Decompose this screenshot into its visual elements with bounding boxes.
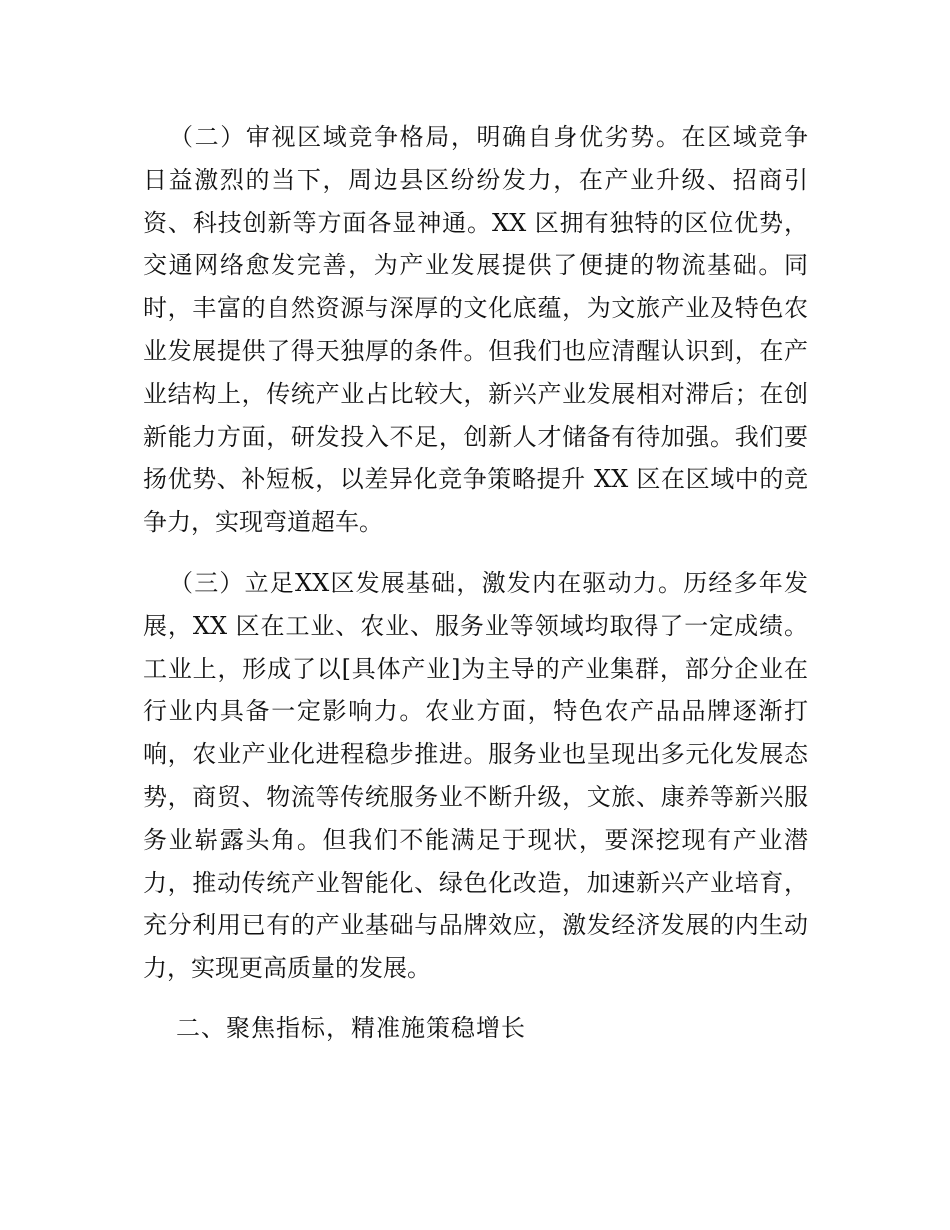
text-line: 力，推动传统产业智能化、绿色化改造，加速新兴产业培育，: [143, 868, 808, 897]
text-line: 争力，实现弯道超车。: [143, 508, 383, 537]
section-heading: 二、聚焦指标，精准施策稳增长: [176, 1014, 526, 1042]
text-line: （二）审视区域竞争格局，明确自身优劣势。在区域竞争: [169, 123, 808, 151]
text-line: 日益激烈的当下，周边县区纷纷发力，在产业升级、招商引: [143, 165, 808, 194]
text-line: 交通网络愈发完善，为产业发展提供了便捷的物流基础。同: [143, 251, 808, 280]
text-line: 响，农业产业化进程稳步推进。服务业也呈现出多元化发展态: [143, 740, 808, 769]
text-line: 新能力方面，研发投入不足，创新人才储备有待加强。我们要: [143, 422, 808, 451]
paragraph-development-foundation: [143, 562, 808, 990]
text-line: 时，丰富的自然资源与深厚的文化底蕴，为文旅产业及特色农: [143, 294, 808, 323]
text-line: 扬优势、补短板，以差异化竞争策略提升 XX 区在区域中的竞: [143, 465, 808, 494]
text-line: 势，商贸、物流等传统服务业不断升级，文旅、康养等新兴服: [143, 782, 808, 811]
text-line: 资、科技创新等方面各显神通。XX 区拥有独特的区位优势，: [143, 208, 808, 237]
text-line: 工业上，形成了以[具体产业]为主导的产业集群，部分企业在: [143, 654, 808, 683]
text-line: （三）立足XX区发展基础，激发内在驱动力。历经多年发: [169, 569, 808, 597]
text-line: 展，XX 区在工业、农业、服务业等领域均取得了一定成绩。: [143, 611, 808, 640]
text-line: 务业崭露头角。但我们不能满足于现状，要深挖现有产业潜: [143, 825, 808, 854]
text-line: 力，实现更高质量的发展。: [143, 954, 431, 983]
text-line: 行业内具备一定影响力。农业方面，特色农产品品牌逐渐打: [143, 697, 808, 726]
text-line: 业结构上，传统产业占比较大，新兴产业发展相对滞后；在创: [143, 379, 808, 408]
text-line: 业发展提供了得天独厚的条件。但我们也应清醒认识到，在产: [143, 336, 808, 365]
text-line: 充分利用已有的产业基础与品牌效应，激发经济发展的内生动: [143, 911, 808, 940]
paragraph-regional-competition: [143, 116, 808, 544]
